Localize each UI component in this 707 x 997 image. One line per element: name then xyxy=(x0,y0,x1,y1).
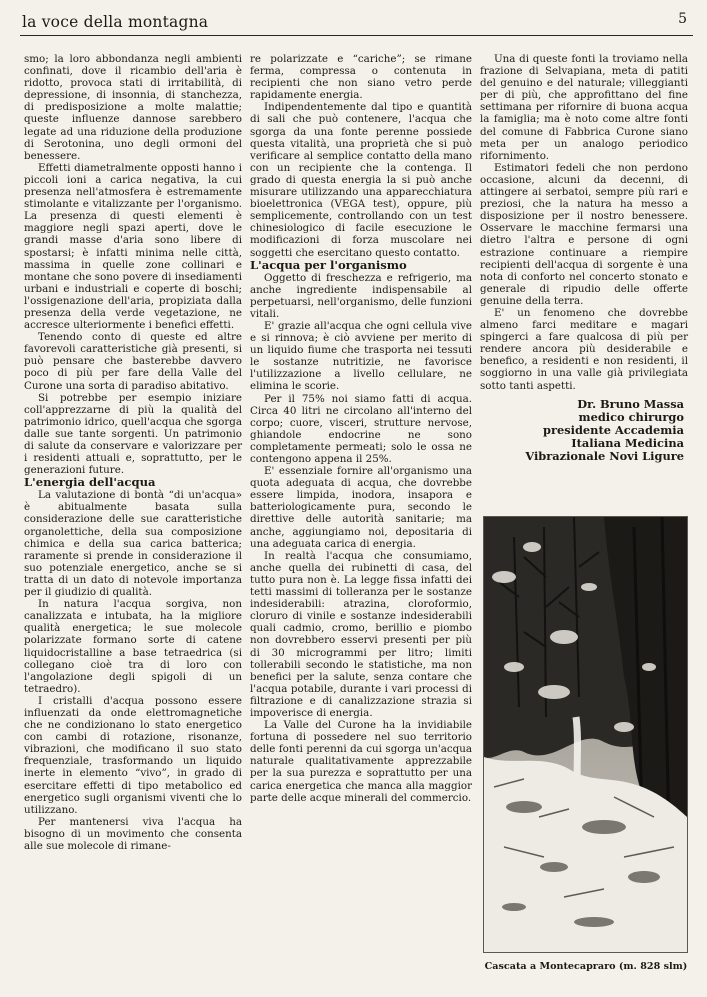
paragraph: Una di queste fonti la troviamo nella frazione di Selvapiana, meta di patiti del genuino e del naturale; villeggianti per di più, che approfittano del fine settimana per rifornire di buona acqua la famiglia; ma è noto come altre fonti del comune di Fabbrica Curone siano meta per un analogo periodico rifornimento. xyxy=(480,53,688,162)
paragraph: Si potrebbe per esempio iniziare coll'apprezzarne di più la qualità del patrimonio idrico, quell'acqua che sgorga dalle sue tante sorgenti. Un patrimonio di salute da conservare e valorizzare per i residenti attuali e, soprattutto, per le generazioni future. xyxy=(24,391,242,477)
paragraph: Per il 75% noi siamo fatti di acqua. Circa 40 litri ne circolano all'interno del corpo; cuore, visceri, strutture nervose, ghiandole endocrine ne sono completamente permeati; solo le ossa ne contengono appena il 25%. xyxy=(250,392,472,465)
paragraph: La Valle del Curone ha la invidiabile fortuna di possedere nel suo territorio delle fonti perenni da cui sgorga un'acqua naturale qualitativamente apprezzabile per la sua purezza e soprattutto per una carica energetica che manca alla maggior parte delle acque minerali del commercio. xyxy=(250,719,472,804)
paragraph: Indipendentemente dal tipo e quantità di sali che può contenere, l'acqua che sgorga da una fonte perenne possiede questa vitalità, una proprietà che si può verificare al semplice contatto della mano con un recipiente che la contenga. Il grado di questa energia la si può anche misurare utilizzando una apparecchiatura bioelettronica (VEGA test), oppure, più semplicemente, controllando con un test chinesiologico di facile esecuzione le modificazioni di forza muscolare nei soggetti che esercitano questo contatto. xyxy=(250,101,472,259)
author-role: medico chirurgo xyxy=(578,409,684,424)
paragraph: La valutazione di bontà “di un'acqua» è abitualmente basata sulla considerazione delle sue caratteristiche organolettiche, della sua composizione chimica e della sua carica batterica; raramente si prende in considerazione il suo potenziale energetico, anche se si tratta di un dato di notevole importanza per il giudizio di qualità. xyxy=(24,489,242,599)
author-affiliation-3: Vibrazionale Novi Ligure xyxy=(525,448,684,463)
paragraph: Effetti diametralmente opposti hanno i piccoli ioni a carica negativa, la cui presenza nell'atmosfera è estremamente stimolante e vitalizzante per l'organismo. La presenza di questi elementi è maggiore negli spazi aperti, dove le grandi masse d'aria sono libere di spostarsi; è infatti minima nelle città, massima in quelle zone collinari e montane che sono povere di insediamenti urbani e industriali e coperte di boschi; l'ossigenazione dell'aria, propiziata dalla presenza della verde vegetazione, ne accresce ulteriormente i benefici effetti. xyxy=(24,161,242,332)
paragraph: In realtà l'acqua che consumiamo, anche quella dei rubinetti di casa, del tutto pura non è. La legge fissa infatti dei tetti massimi di tolleranza per le sostanze indesiderabili: atrazina, cloroformio, cloruro di vinile e sostanze indesiderabili quali cadmio, cromo, berillio e piombo non dovrebbero esservi presenti per più di 30 microgrammi per litro; limiti tollerabili secondo le statistiche, ma non benefici per la salute, senza contare che l'acqua potabile, durante i vari processi di filtrazione e di canalizzazione strazia si impoverisce di energia. xyxy=(250,549,472,719)
paragraph: Estimatori fedeli che non perdono occasione, alcuni da decenni, di attingere ai serbatoi, sempre più rari e preziosi, che la natura ha messo a disposizione per il nostro benessere. Osservare le macchine fermarsi una dietro l'altra e persone di ogni estrazione continuare a riempire recipienti dell'acqua di sorgente è una nota di conforto nel concerto stonato e generale di ripudio delle offerte genuine della terra. xyxy=(480,161,688,307)
snowy-waterfall-image xyxy=(484,517,687,952)
waterfall-photo xyxy=(483,516,688,953)
page-number: 5 xyxy=(678,11,687,27)
photo-caption: Cascata a Montecapraro (m. 828 slm) xyxy=(484,961,688,972)
paragraph: E' grazie all'acqua che ogni cellula vive e si rinnova; è ciò avviene per merito di un liquido fiume che trasporta nei tessuti le sostanze nutritizie, ne favorisce l'utilizzazione a livello cellulare, ne elimina le scorie. xyxy=(250,319,472,393)
author-signature xyxy=(480,398,688,463)
publication-title: la voce della montagna xyxy=(22,13,209,31)
paragraph: Tenendo conto di queste ed altre favorevoli caratteristiche già presenti, si può pensare che basterebbe davvero poco di più per fare della Valle del Curone una sorta di paradiso abitativo. xyxy=(24,331,242,392)
paragraph: E' un fenomeno che dovrebbe almeno farci meditare e magari spingerci a fare qualcosa di più per rendere ancora più desiderabile e benefico, a residenti e non residenti, il soggiorno in una valle già privilegiata sotto tanti aspetti. xyxy=(480,306,688,392)
author-name: Dr. Bruno Massa xyxy=(577,396,684,411)
paragraph: Oggetto di freschezza e refrigerio, ma anche ingrediente indispensabile al perpetuarsi, nell'organismo, delle funzioni vitali. xyxy=(250,271,472,320)
paragraph: In natura l'acqua sorgiva, non canalizzata e intubata, ha la migliore qualità energetica; le sue molecole polarizzate formano sorte di catene liquidocristalline a base tetraedrica (si collegano cioè tra di loro con l'angolazione degli spigoli di un tetraedro). xyxy=(24,598,242,695)
article-column-3 xyxy=(480,53,688,463)
article-column-2 xyxy=(250,53,472,804)
author-affiliation-2: Italiana Medicina xyxy=(571,435,684,450)
section-heading: L'acqua per l'organismo xyxy=(250,257,407,272)
column-3-body xyxy=(480,53,688,392)
masthead xyxy=(20,9,693,36)
paragraph: E' essenziale fornire all'organismo una quota adeguata di acqua, che dovrebbe essere limpida, inodora, insapora e batteriologicamente pura, secondo le direttive delle autorità sanitarie; ma anche, aggiungiamo noi, depositaria di una adeguata carica di energia. xyxy=(250,465,472,550)
paragraph: Per mantenersi viva l'acqua ha bisogno di un movimento che consenta alle sue molecole di rimane- xyxy=(24,815,242,852)
paragraph: I cristalli d'acqua possono essere influenzati da onde elettromagnetiche che ne condizionano lo stato energetico con cambi di rotazione, risonanze, vibrazioni, che modificano il suo stato frequenziale, trasformando un liquido inerte in elemento “vivo”, in grado di esercitare effetti di tipo metabolico ed energetico sugli organismi viventi che lo utilizzano. xyxy=(24,694,242,816)
section-heading: L'energia dell'acqua xyxy=(24,475,156,490)
paragraph: re polarizzate e “cariche”; se rimane ferma, compressa o contenuta in recipienti che non siano vetro perde rapidamente energia. xyxy=(250,53,472,102)
paragraph: smo; la loro abbondanza negli ambienti confinati, dove il ricambio dell'aria è ridotto, provoca stati di irritabilità, di depressione, di insonnia, di stanchezza, di predisposizione a molte malattie; queste influenze dannose sarebbero legate ad una riduzione della produzione di Serotonina, uno degli ormoni del benessere. xyxy=(24,53,242,162)
article-column-1 xyxy=(24,53,242,852)
author-affiliation-1: presidente Accademia xyxy=(543,422,684,437)
